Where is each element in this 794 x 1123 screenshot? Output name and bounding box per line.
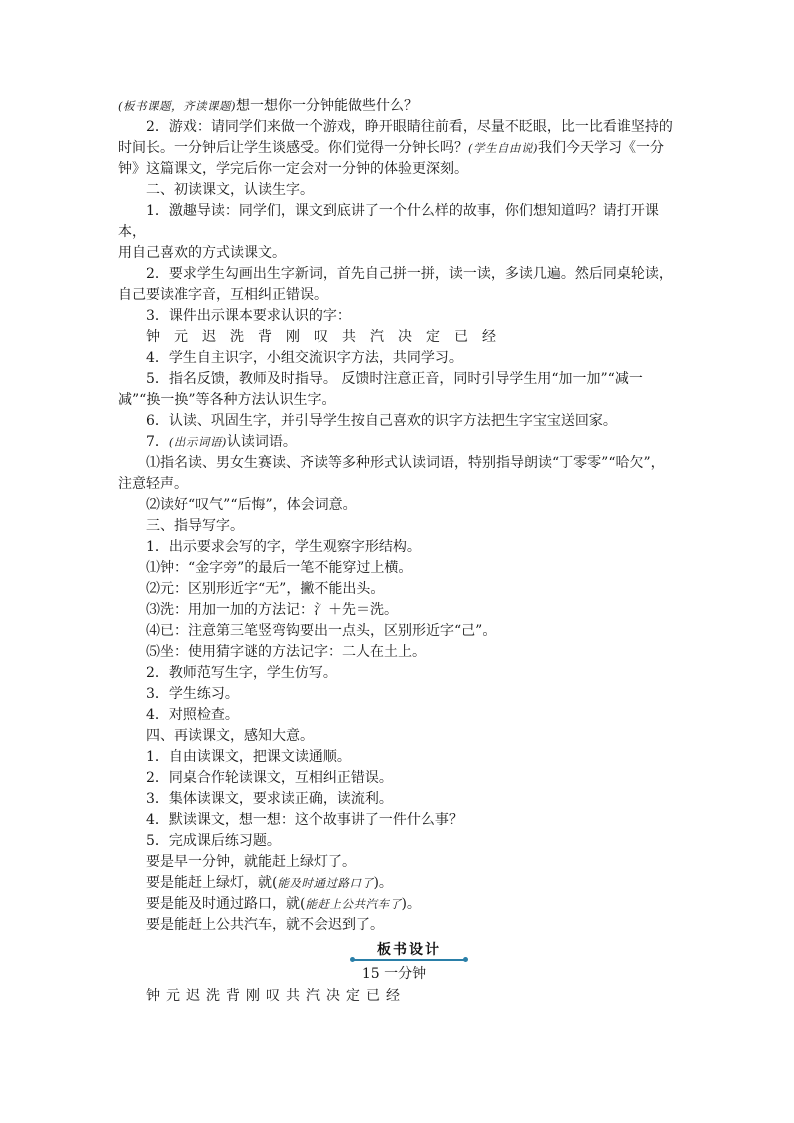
board-design-header <box>118 940 678 964</box>
line-text: 4．对照检查。 <box>146 707 239 723</box>
annotation-text: 能及时通过路口了 <box>277 876 374 890</box>
board-title: 15 一分钟 <box>361 966 427 982</box>
character: 元 <box>166 988 180 1004</box>
character: 经 <box>386 988 400 1004</box>
line-text: 1．激趣导读：同学们，课文到底讲了一个什么样的故事，你们想知道吗？请打开课本， <box>118 203 659 240</box>
text-line <box>118 516 678 537</box>
text-line <box>118 537 678 558</box>
line-text: 要是能赶上绿灯，就( <box>146 875 278 891</box>
text-line <box>118 873 678 894</box>
line-text: )。 <box>373 875 393 891</box>
line-text: 四、再读课文，感知大意。 <box>146 728 314 744</box>
line-text: 认读词语。 <box>226 434 297 450</box>
character: 迟 <box>186 988 200 1004</box>
text-line <box>118 201 678 243</box>
line-text: 7． <box>146 434 169 450</box>
line-text: 二、初读课文，认读生字。 <box>146 182 314 198</box>
text-line <box>118 894 678 915</box>
character: 叹 <box>266 988 280 1004</box>
text-line <box>118 159 678 180</box>
text-line <box>118 474 678 495</box>
line-text: 3．学生练习。 <box>146 686 239 702</box>
text-line <box>118 831 678 852</box>
line-text: 5．指名反馈，教师及时指导。 反馈时注意正音，同时引导学生用“加一加”“减一 <box>146 371 643 387</box>
text-line <box>118 390 678 411</box>
text-line <box>118 915 678 936</box>
character: 叹 <box>314 329 328 345</box>
line-text: ⑶洗：用加一加的方法记：氵＋先＝洗。 <box>146 602 398 618</box>
line-text: 我们今天学习《一分 <box>537 140 664 156</box>
text-line <box>118 747 678 768</box>
character: 洗 <box>230 329 244 345</box>
text-line <box>118 306 678 327</box>
text-line <box>118 432 678 453</box>
line-text: 减”“换一换”等各种方法认识生字。 <box>118 392 336 408</box>
text-line <box>118 810 678 831</box>
text-line <box>118 453 678 474</box>
text-line <box>118 579 678 600</box>
line-text: 5．完成课后练习题。 <box>146 833 281 849</box>
character: 决 <box>326 988 340 1004</box>
line-text: ⑴钟：“金字旁”的最后一笔不能穿过上横。 <box>146 560 413 576</box>
line-text: 3．集体读课文，要求读正确，读流利。 <box>146 791 393 807</box>
line-text: )。 <box>401 896 421 912</box>
text-line <box>118 600 678 621</box>
board-design-tag <box>354 940 464 962</box>
line-text: 1．出示要求会写的字，学生观察字形结构。 <box>146 539 421 555</box>
annotation-text: (板书课题，齐读课题) <box>118 99 236 113</box>
line-text: 用自己喜欢的方式读课文。 <box>118 245 286 261</box>
line-text: 三、指导写字。 <box>146 518 244 534</box>
line-text: ⑵元：区别形近字“无”，撇不能出头。 <box>146 581 385 597</box>
line-text: 想一想你一分钟能做些什么？ <box>235 98 418 114</box>
line-text: 2．教师范写生字，学生仿写。 <box>146 665 337 681</box>
character: 汽 <box>306 988 320 1004</box>
character: 刚 <box>286 329 300 345</box>
annotation-text: (出示词语) <box>168 435 227 449</box>
character: 汽 <box>370 329 384 345</box>
character: 刚 <box>246 988 260 1004</box>
line-text: 自己要读准字音，互相纠正错误。 <box>118 287 328 303</box>
line-text: 4．学生自主识字，小组交流识字方法，共同学习。 <box>146 350 463 366</box>
text-line <box>118 96 678 117</box>
character: 背 <box>258 329 272 345</box>
character: 共 <box>286 988 300 1004</box>
board-character-list <box>118 986 678 1007</box>
line-text: 2．同桌合作轮读课文，互相纠正错误。 <box>146 770 393 786</box>
line-text: 2．要求学生勾画出生字新词，首先自己拼一拼，读一读，多读几遍。然后同桌轮读， <box>146 266 673 282</box>
text-line <box>118 621 678 642</box>
annotation-text: 能赶上公共汽车了 <box>305 897 402 911</box>
character: 已 <box>366 988 380 1004</box>
character: 经 <box>482 329 496 345</box>
text-line <box>118 117 678 138</box>
text-line <box>118 768 678 789</box>
text-line <box>118 789 678 810</box>
character: 洗 <box>206 988 220 1004</box>
text-line <box>118 726 678 747</box>
character: 钟 <box>146 329 160 345</box>
line-text: ⑵读好“叹气”“后悔”，体会词意。 <box>146 497 357 513</box>
line-text: 注意轻声。 <box>118 476 188 492</box>
text-line <box>118 264 678 285</box>
text-line <box>118 852 678 873</box>
line-text: ⑸坐：使用猜字谜的方法记字：二人在土上。 <box>146 644 426 660</box>
line-text: 4．默读课文，想一想：这个故事讲了一件什么事？ <box>146 812 463 828</box>
line-text: 要是能赶上公共汽车，就不会迟到了。 <box>146 917 384 933</box>
line-text: ⑷已：注意第三笔竖弯钩要出一点头，区别形近字“己”。 <box>146 623 497 639</box>
line-text: 6．认读、巩固生字，并引导学生按自己喜欢的识字方法把生字宝宝送回家。 <box>146 413 617 429</box>
text-line <box>118 558 678 579</box>
character: 元 <box>174 329 188 345</box>
tag-dot-right <box>463 957 468 962</box>
lesson-text-block-2 <box>118 348 678 936</box>
character-list <box>118 327 678 348</box>
text-line <box>118 684 678 705</box>
line-text: 2．游戏：请同学们来做一个游戏，睁开眼睛往前看，尽量不眨眼，比一比看谁坚持的 <box>146 119 673 135</box>
text-line <box>118 411 678 432</box>
line-text: 3．课件出示课本要求认识的字： <box>146 308 351 324</box>
text-line <box>118 663 678 684</box>
character: 共 <box>342 329 356 345</box>
character: 决 <box>398 329 412 345</box>
line-text: 要是早一分钟，就能赶上绿灯了。 <box>146 854 356 870</box>
line-text: 要是能及时通过路口，就( <box>146 896 306 912</box>
document-page <box>118 96 678 1007</box>
line-text: 钟》这篇课文，学完后你一定会对一分钟的体验更深刻。 <box>118 161 468 177</box>
character: 定 <box>426 329 440 345</box>
tag-underline <box>354 959 464 961</box>
text-line <box>118 138 678 159</box>
text-line <box>118 495 678 516</box>
text-line <box>118 369 678 390</box>
text-line <box>118 348 678 369</box>
character: 钟 <box>146 988 160 1004</box>
text-line <box>118 243 678 264</box>
lesson-text-block-1 <box>118 96 678 327</box>
line-text: ⑴指名读、男女生赛读、齐读等多种形式认读词语，特别指导朗读“丁零零”“哈欠”， <box>146 455 665 471</box>
text-line <box>118 642 678 663</box>
character: 迟 <box>202 329 216 345</box>
character: 已 <box>454 329 468 345</box>
character: 背 <box>226 988 240 1004</box>
tag-dot-left <box>350 957 355 962</box>
annotation-text: (学生自由说) <box>468 141 538 155</box>
text-line <box>118 180 678 201</box>
line-text: 时间长。一分钟后让学生谈感受。你们觉得一分钟长吗？ <box>118 140 468 156</box>
text-line <box>118 285 678 306</box>
board-design-label: 板书设计 <box>377 942 441 958</box>
text-line <box>118 705 678 726</box>
character: 定 <box>346 988 360 1004</box>
line-text: 1．自由读课文，把课文读通顺。 <box>146 749 351 765</box>
